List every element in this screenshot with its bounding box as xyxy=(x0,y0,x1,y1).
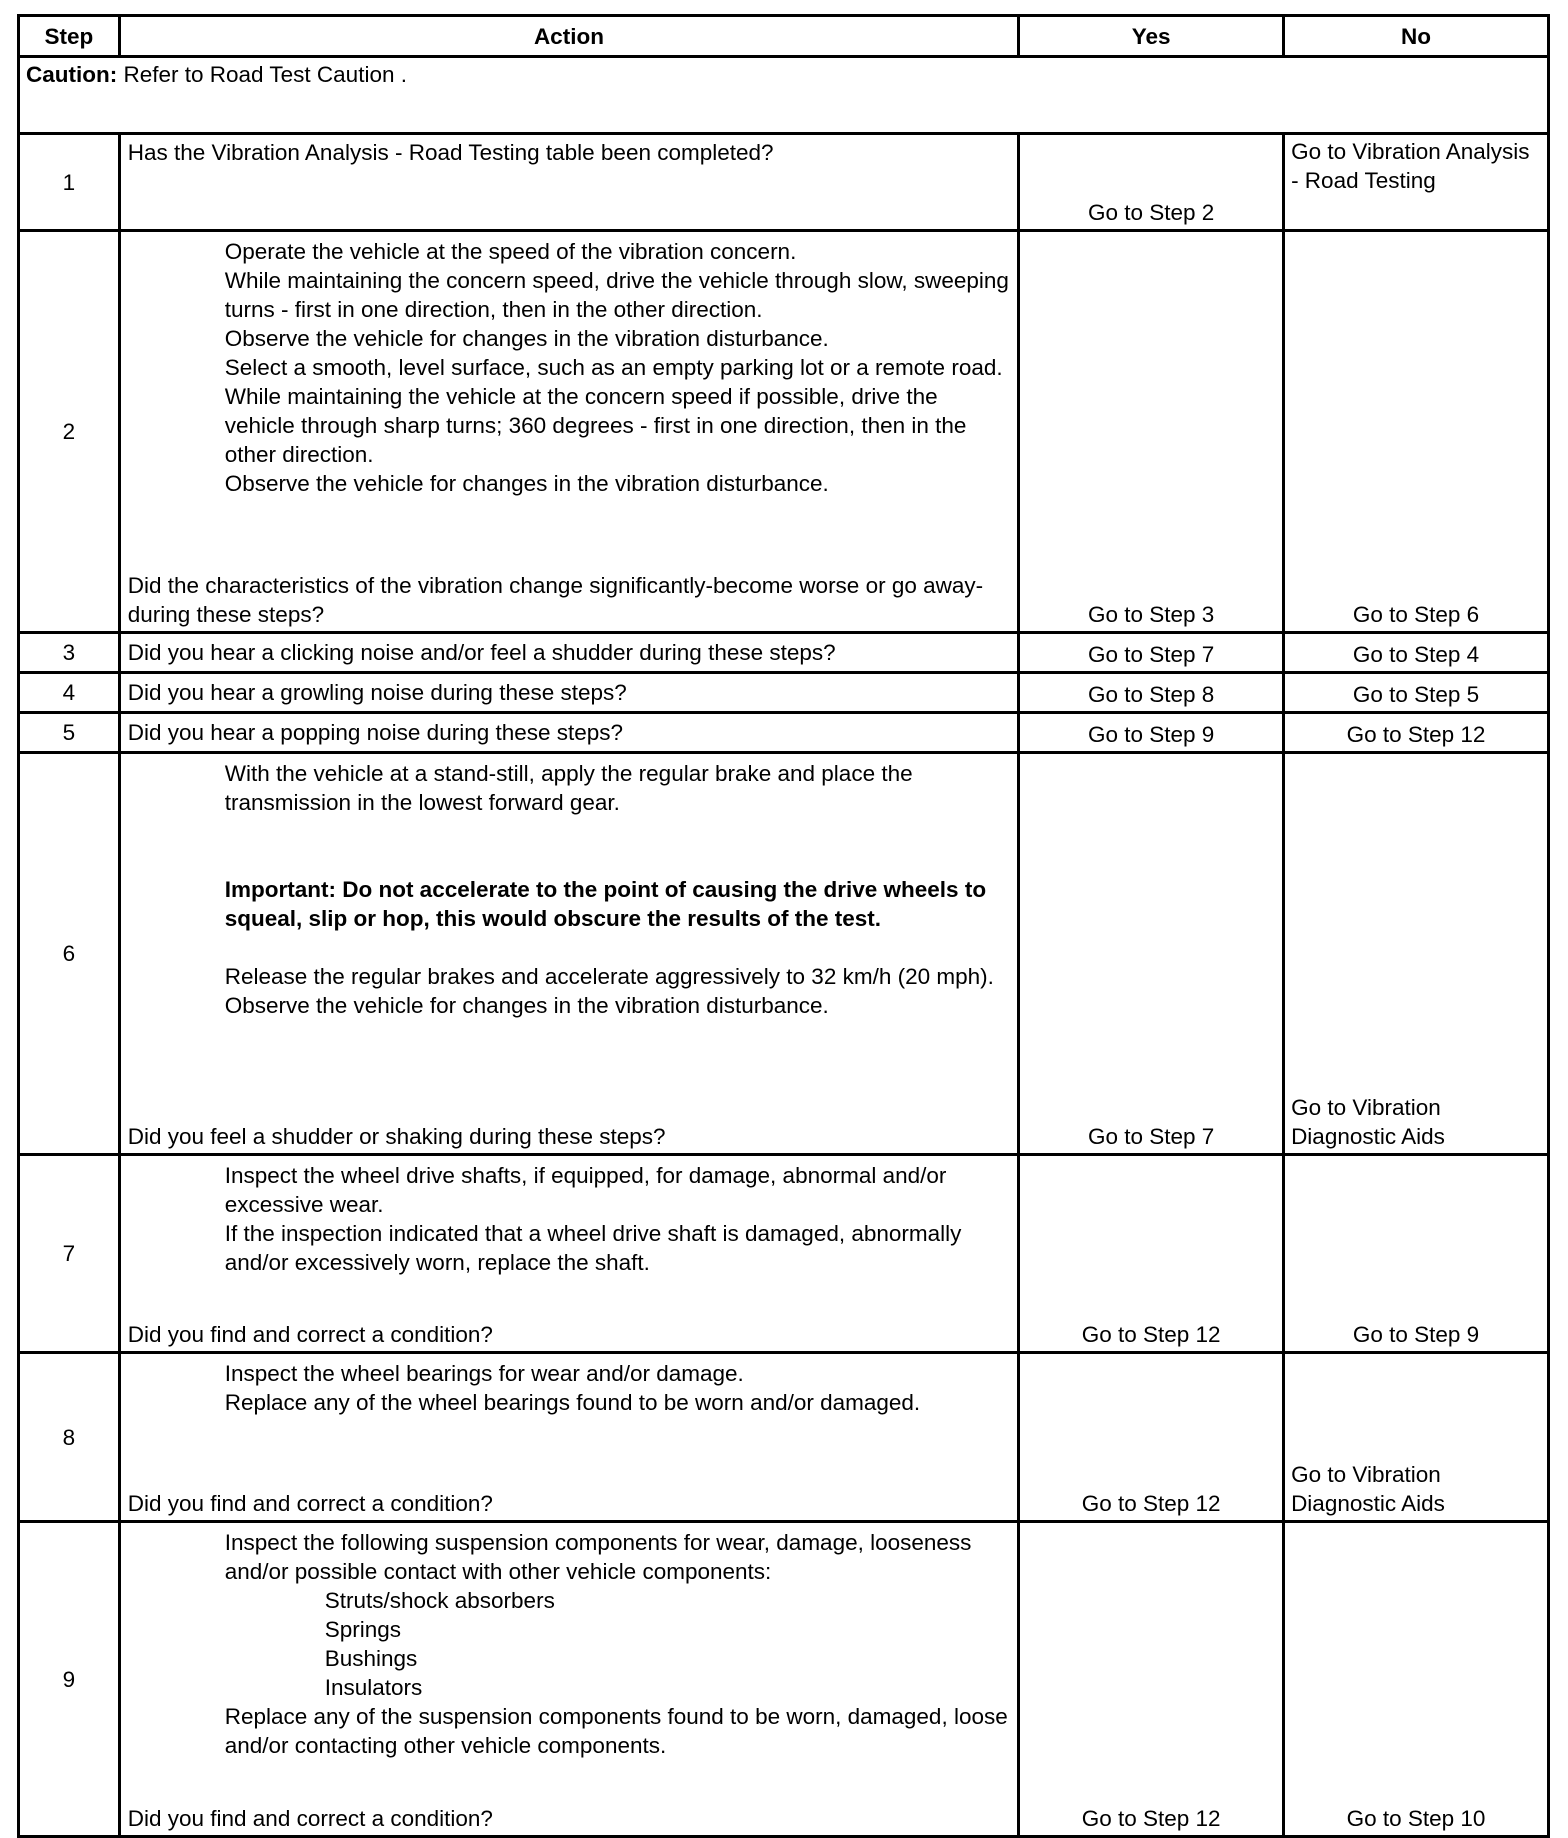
question-text: Has the Vibration Analysis - Road Testing table been completed? xyxy=(127,140,774,165)
step-number: 9 xyxy=(19,1522,120,1837)
step-number: 3 xyxy=(19,633,120,673)
table-row xyxy=(19,1353,1549,1522)
action-cell xyxy=(119,753,1018,1155)
instruction-line: With the vehicle at a stand-still, apply the regular brake and place the transmission in the lowest forward gear. xyxy=(224,761,913,815)
step-number: 8 xyxy=(19,1353,120,1522)
yes-result: Go to Step 8 xyxy=(1019,673,1284,713)
diagnostic-table-document xyxy=(17,14,1550,1838)
yes-result: Go to Step 3 xyxy=(1019,231,1284,633)
step-number: 1 xyxy=(19,134,120,231)
table-row xyxy=(19,633,1549,673)
no-result: Go to Vibration Diagnostic Aids xyxy=(1284,753,1549,1155)
table-row xyxy=(19,134,1549,231)
no-result: Go to Vibration Diagnostic Aids xyxy=(1284,1353,1549,1522)
question-text: Did you hear a clicking noise and/or feel a shudder during these steps? xyxy=(119,633,1018,673)
instruction-line: Replace any of the wheel bearings found to be worn and/or damaged. xyxy=(224,1390,921,1415)
yes-result: Go to Step 9 xyxy=(1019,713,1284,753)
component-item: Springs xyxy=(324,1617,402,1642)
question-text: Did you find and correct a condition? xyxy=(127,1322,493,1347)
table-row xyxy=(19,713,1549,753)
table-row xyxy=(19,673,1549,713)
question-text: Did you hear a growling noise during these steps? xyxy=(119,673,1018,713)
caution-label: Caution: xyxy=(26,62,118,87)
table-row xyxy=(19,753,1549,1155)
step-number: 7 xyxy=(19,1155,120,1353)
table-row xyxy=(19,1522,1549,1837)
yes-result: Go to Step 12 xyxy=(1019,1155,1284,1353)
question-text: Did you hear a popping noise during these steps? xyxy=(119,713,1018,753)
no-result: Go to Step 12 xyxy=(1284,713,1549,753)
header-no: No xyxy=(1284,16,1549,57)
instruction-line: Inspect the wheel drive shafts, if equipped, for damage, abnormal and/or excessive wear. xyxy=(224,1163,947,1217)
caution-row xyxy=(19,57,1549,134)
action-cell xyxy=(119,231,1018,633)
step-number: 5 xyxy=(19,713,120,753)
instruction-line: Replace any of the suspension components found to be worn, damaged, loose and/or contacting other vehicle components. xyxy=(224,1704,1008,1758)
header-action: Action xyxy=(119,16,1018,57)
table-row xyxy=(19,231,1549,633)
question-text: Did you find and correct a condition? xyxy=(127,1806,493,1831)
step-number: 2 xyxy=(19,231,120,633)
instruction-line: If the inspection indicated that a wheel drive shaft is damaged, abnormally and/or excessively worn, replace the shaft. xyxy=(224,1221,962,1275)
instruction-line: Observe the vehicle for changes in the vibration disturbance. xyxy=(224,993,829,1018)
yes-result: Go to Step 12 xyxy=(1019,1353,1284,1522)
no-result: Go to Step 4 xyxy=(1284,633,1549,673)
yes-result: Go to Step 7 xyxy=(1019,753,1284,1155)
instruction-line: Observe the vehicle for changes in the vibration disturbance. xyxy=(224,471,829,496)
header-row xyxy=(19,16,1549,57)
no-result: Go to Step 6 xyxy=(1284,231,1549,633)
caution-text: Refer to Road Test Caution . xyxy=(117,62,407,87)
important-note: Important: Do not accelerate to the point of causing the drive wheels to squeal, slip or hop, this would obscure the results of the test. xyxy=(224,877,987,931)
action-cell xyxy=(119,134,1018,231)
step-number: 4 xyxy=(19,673,120,713)
no-result: Go to Step 10 xyxy=(1284,1522,1549,1837)
instruction-line: Observe the vehicle for changes in the vibration disturbance. xyxy=(224,326,829,351)
component-item: Insulators xyxy=(324,1675,423,1700)
question-text: Did you find and correct a condition? xyxy=(127,1491,493,1516)
no-result: Go to Step 5 xyxy=(1284,673,1549,713)
instruction-line: While maintaining the concern speed, drive the vehicle through slow, sweeping turns - first in one direction, then in the other direction. xyxy=(224,268,1009,322)
question-text: Did you feel a shudder or shaking during these steps? xyxy=(127,1124,666,1149)
yes-result: Go to Step 12 xyxy=(1019,1522,1284,1837)
instruction-line: Operate the vehicle at the speed of the vibration concern. xyxy=(224,239,797,264)
header-yes: Yes xyxy=(1019,16,1284,57)
instruction-line: Inspect the wheel bearings for wear and/or damage. xyxy=(224,1361,744,1386)
no-result: Go to Vibration Analysis - Road Testing xyxy=(1284,134,1549,231)
yes-result: Go to Step 2 xyxy=(1019,134,1284,231)
instruction-line: While maintaining the vehicle at the concern speed if possible, drive the vehicle through sharp turns; 360 degrees - first in one direction, then in the other direction. xyxy=(224,384,967,467)
component-item: Bushings xyxy=(324,1646,418,1671)
instruction-line: Select a smooth, level surface, such as an empty parking lot or a remote road. xyxy=(224,355,1003,380)
no-result: Go to Step 9 xyxy=(1284,1155,1549,1353)
question-text: Did the characteristics of the vibration change significantly-become worse or go away-during these steps? xyxy=(127,573,984,627)
diagnostic-table xyxy=(17,14,1550,1838)
action-cell xyxy=(119,1522,1018,1837)
yes-result: Go to Step 7 xyxy=(1019,633,1284,673)
caution-cell xyxy=(19,57,1549,134)
instruction-line: Release the regular brakes and accelerate aggressively to 32 km/h (20 mph). xyxy=(224,964,994,989)
header-step: Step xyxy=(19,16,120,57)
instruction-line: Inspect the following suspension components for wear, damage, looseness and/or possible contact with other vehicle components: xyxy=(224,1530,972,1584)
step-number: 6 xyxy=(19,753,120,1155)
component-item: Struts/shock absorbers xyxy=(324,1588,555,1613)
action-cell xyxy=(119,1155,1018,1353)
action-cell xyxy=(119,1353,1018,1522)
table-row xyxy=(19,1155,1549,1353)
